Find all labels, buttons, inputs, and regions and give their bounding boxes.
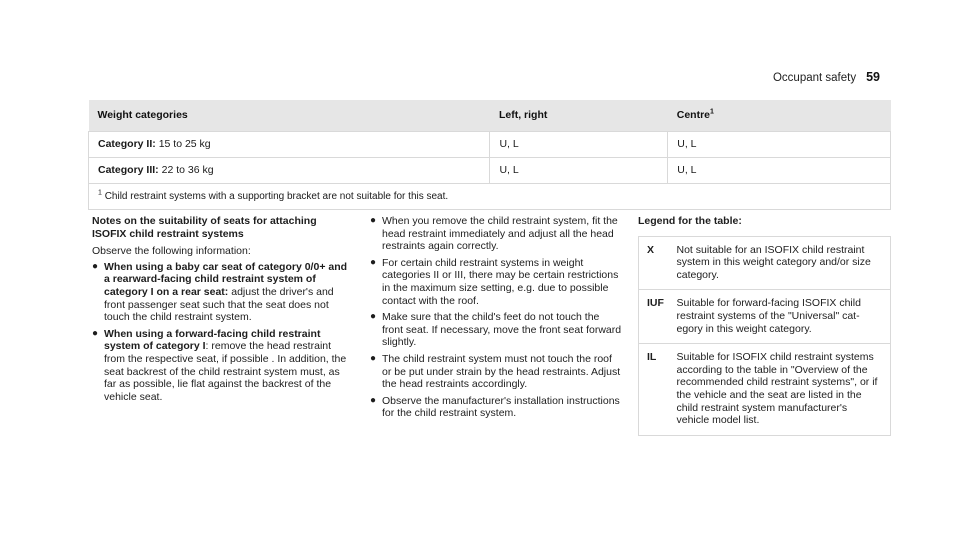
bullet-icon: ●: [370, 256, 377, 268]
list-item: ● Make sure that the child's feet do not touch the front seat. If necessary, move the front seat forward slightly.: [370, 311, 622, 349]
weight-categories-table: [88, 100, 891, 210]
list-item: ● The child restraint system must not touch the roof or be put under strain by the head restraints. Adjust the head restraints accordingly.: [370, 352, 621, 391]
centre-cell: U, L: [668, 131, 891, 157]
notes-column: [92, 215, 352, 407]
legend-description: Not suitable for an ISOFIX child restraint system in this weight category and/or size category.: [669, 236, 891, 290]
legend-key: X: [639, 236, 669, 290]
header-left-right: Left, right: [490, 100, 668, 131]
list-item: ● For certain child restraint systems in weight categories II or III, there may be certain restrictions in the maximum size setting, e.g. due to possible contact with the roof.: [370, 256, 619, 307]
list-item: ● Observe the manufacturer's installation instructions for the child restraint system.: [370, 394, 620, 420]
table-header-row: [89, 100, 891, 131]
footnote-marker: 1: [710, 108, 714, 116]
centre-cell: U, L: [668, 157, 891, 183]
instructions-column: [370, 215, 622, 424]
table-footnote-row: [89, 183, 891, 209]
bullet-icon: ●: [370, 394, 377, 406]
legend-key: IUF: [639, 290, 669, 344]
legend-heading: Legend for the table:: [638, 215, 742, 227]
category-cell: Category III: 22 to 36 kg: [89, 157, 490, 183]
legend-row: [639, 344, 891, 436]
page-number: 59: [866, 70, 880, 84]
legend-column: [638, 215, 891, 436]
legend-row: [639, 236, 891, 290]
legend-key: IL: [639, 344, 669, 436]
legend-table: [638, 236, 891, 436]
header-weight-categories: Weight categories: [89, 100, 490, 131]
left-right-cell: U, L: [490, 157, 668, 183]
list-item: ● When using a forward-facing child restraint system of category I: remove the head restraint from the respective seat, if possible . In addition, the seat backrest of the child restraint system must, as far as possible, lie flat against the backrest of the vehicle seat.: [92, 327, 347, 403]
legend-description: Suitable for forward-facing ISOFIX child restraint systems of the "Universal" category in this weight category.: [669, 290, 891, 344]
section-title: Occupant safety: [772, 72, 857, 84]
table-row: [89, 157, 891, 183]
list-item: ● When using a baby car seat of category 0/0+ and a rearward-facing child restraint system of category I on a rear seat: adjust the driver's and front passenger seat such that the seat does not touch the child restraint system.: [92, 260, 348, 324]
bullet-icon: ●: [370, 215, 377, 226]
legend-row: [639, 290, 891, 344]
header-centre: Centre$^1$: [668, 100, 891, 131]
list-item: ● When you remove the child restraint system, fit the head restraint immediately and adjust all the head restraints again correctly.: [370, 215, 618, 253]
table-row: [89, 131, 891, 157]
bullet-icon: ●: [370, 311, 377, 323]
page-header: [773, 70, 880, 84]
notes-intro: Observe the following information:: [92, 245, 251, 258]
table-footnote: $^1$ Child restraint systems with a supporting bracket are not suitable for this seat.: [89, 183, 891, 209]
left-right-cell: U, L: [490, 131, 668, 157]
bullet-icon: ●: [92, 327, 99, 339]
bullet-icon: ●: [370, 352, 377, 364]
legend-description: Suitable for ISOFIX child restraint systems according to the table in "Overview of the recommended child restraint systems", or if the vehicle and the seat are listed in the child restraint system manufacturer's vehicle model list.: [669, 344, 891, 436]
bullet-icon: ●: [92, 260, 99, 272]
notes-heading: Notes on the suitability of seats for attaching ISOFIX child restraint systems: [92, 215, 317, 240]
category-cell: Category II: 15 to 25 kg: [89, 131, 490, 157]
